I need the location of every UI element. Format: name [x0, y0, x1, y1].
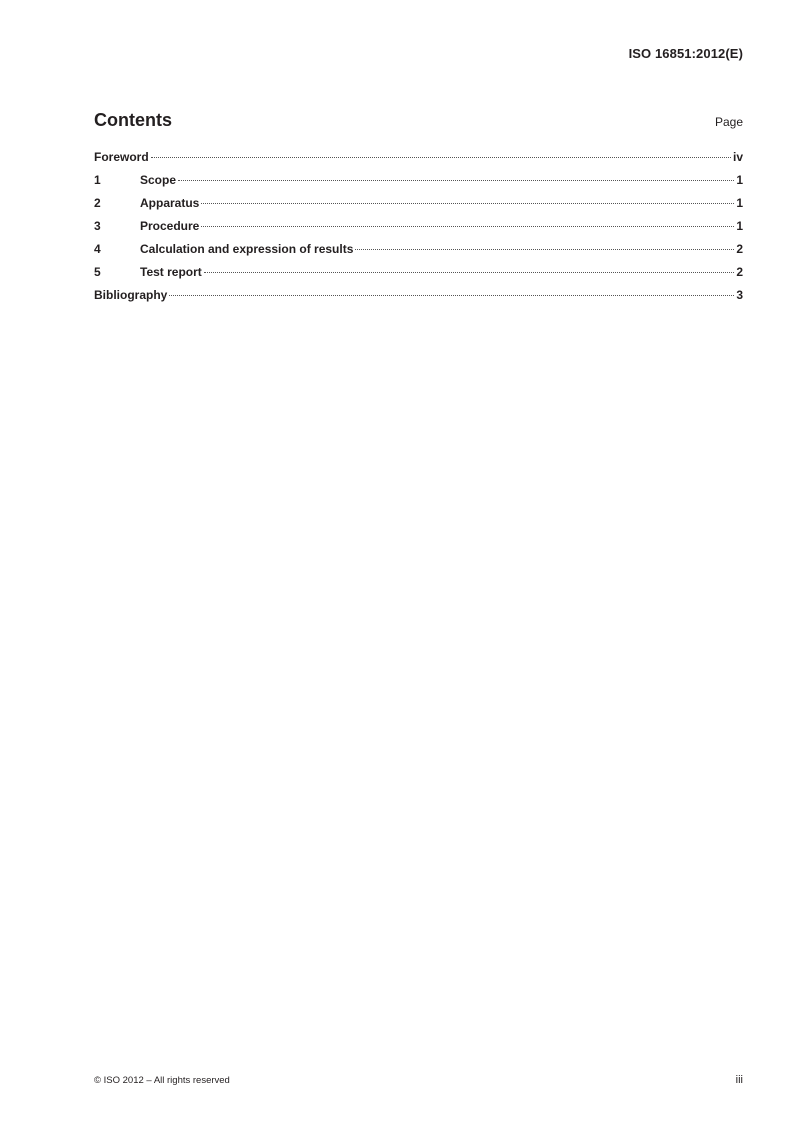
toc-entry-bibliography[interactable]	[94, 288, 743, 311]
toc-leader-dots	[201, 203, 734, 204]
toc-entry-page: 3	[736, 288, 743, 302]
toc-entry-apparatus[interactable]	[94, 196, 743, 219]
toc-entry-number: 1	[94, 173, 101, 187]
toc-entry-title: Test report	[140, 265, 202, 279]
toc-entry-number: 4	[94, 242, 101, 256]
toc-entry-page: 1	[736, 173, 743, 187]
toc-entry-test-report[interactable]	[94, 265, 743, 288]
toc-entry-title: Scope	[140, 173, 177, 187]
toc-leader-dots	[151, 157, 731, 158]
toc-entry-title: Apparatus	[140, 196, 200, 210]
table-of-contents	[94, 150, 743, 311]
toc-entry-title: Procedure	[140, 219, 200, 233]
toc-leader-dots	[204, 272, 735, 273]
toc-entry-title: Bibliography	[94, 288, 168, 302]
toc-entry-page: 2	[736, 242, 743, 256]
toc-entry-number: 2	[94, 196, 101, 210]
toc-entry-page: iv	[732, 150, 743, 164]
toc-entry-number: 5	[94, 265, 101, 279]
toc-entry-foreword[interactable]	[94, 150, 743, 173]
toc-entry-procedure[interactable]	[94, 219, 743, 242]
toc-leader-dots	[169, 295, 734, 296]
toc-leader-dots	[355, 249, 734, 250]
page-column-label: Page	[714, 115, 743, 129]
toc-entry-page: 1	[736, 219, 743, 233]
toc-entry-title: Foreword	[94, 150, 149, 164]
page-number: iii	[735, 1074, 743, 1086]
toc-leader-dots	[178, 180, 734, 181]
toc-entry-title: Calculation and expression of results	[140, 242, 354, 256]
toc-entry-number: 3	[94, 219, 101, 233]
copyright-notice: © ISO 2012 – All rights reserved	[94, 1075, 230, 1086]
contents-heading: Contents	[94, 110, 172, 130]
document-id: ISO 16851:2012(E)	[628, 46, 743, 61]
toc-entry-page: 1	[736, 196, 743, 210]
toc-entry-scope[interactable]	[94, 173, 743, 196]
toc-entry-page: 2	[736, 265, 743, 279]
toc-entry-calculation[interactable]	[94, 242, 743, 265]
toc-leader-dots	[201, 226, 734, 227]
